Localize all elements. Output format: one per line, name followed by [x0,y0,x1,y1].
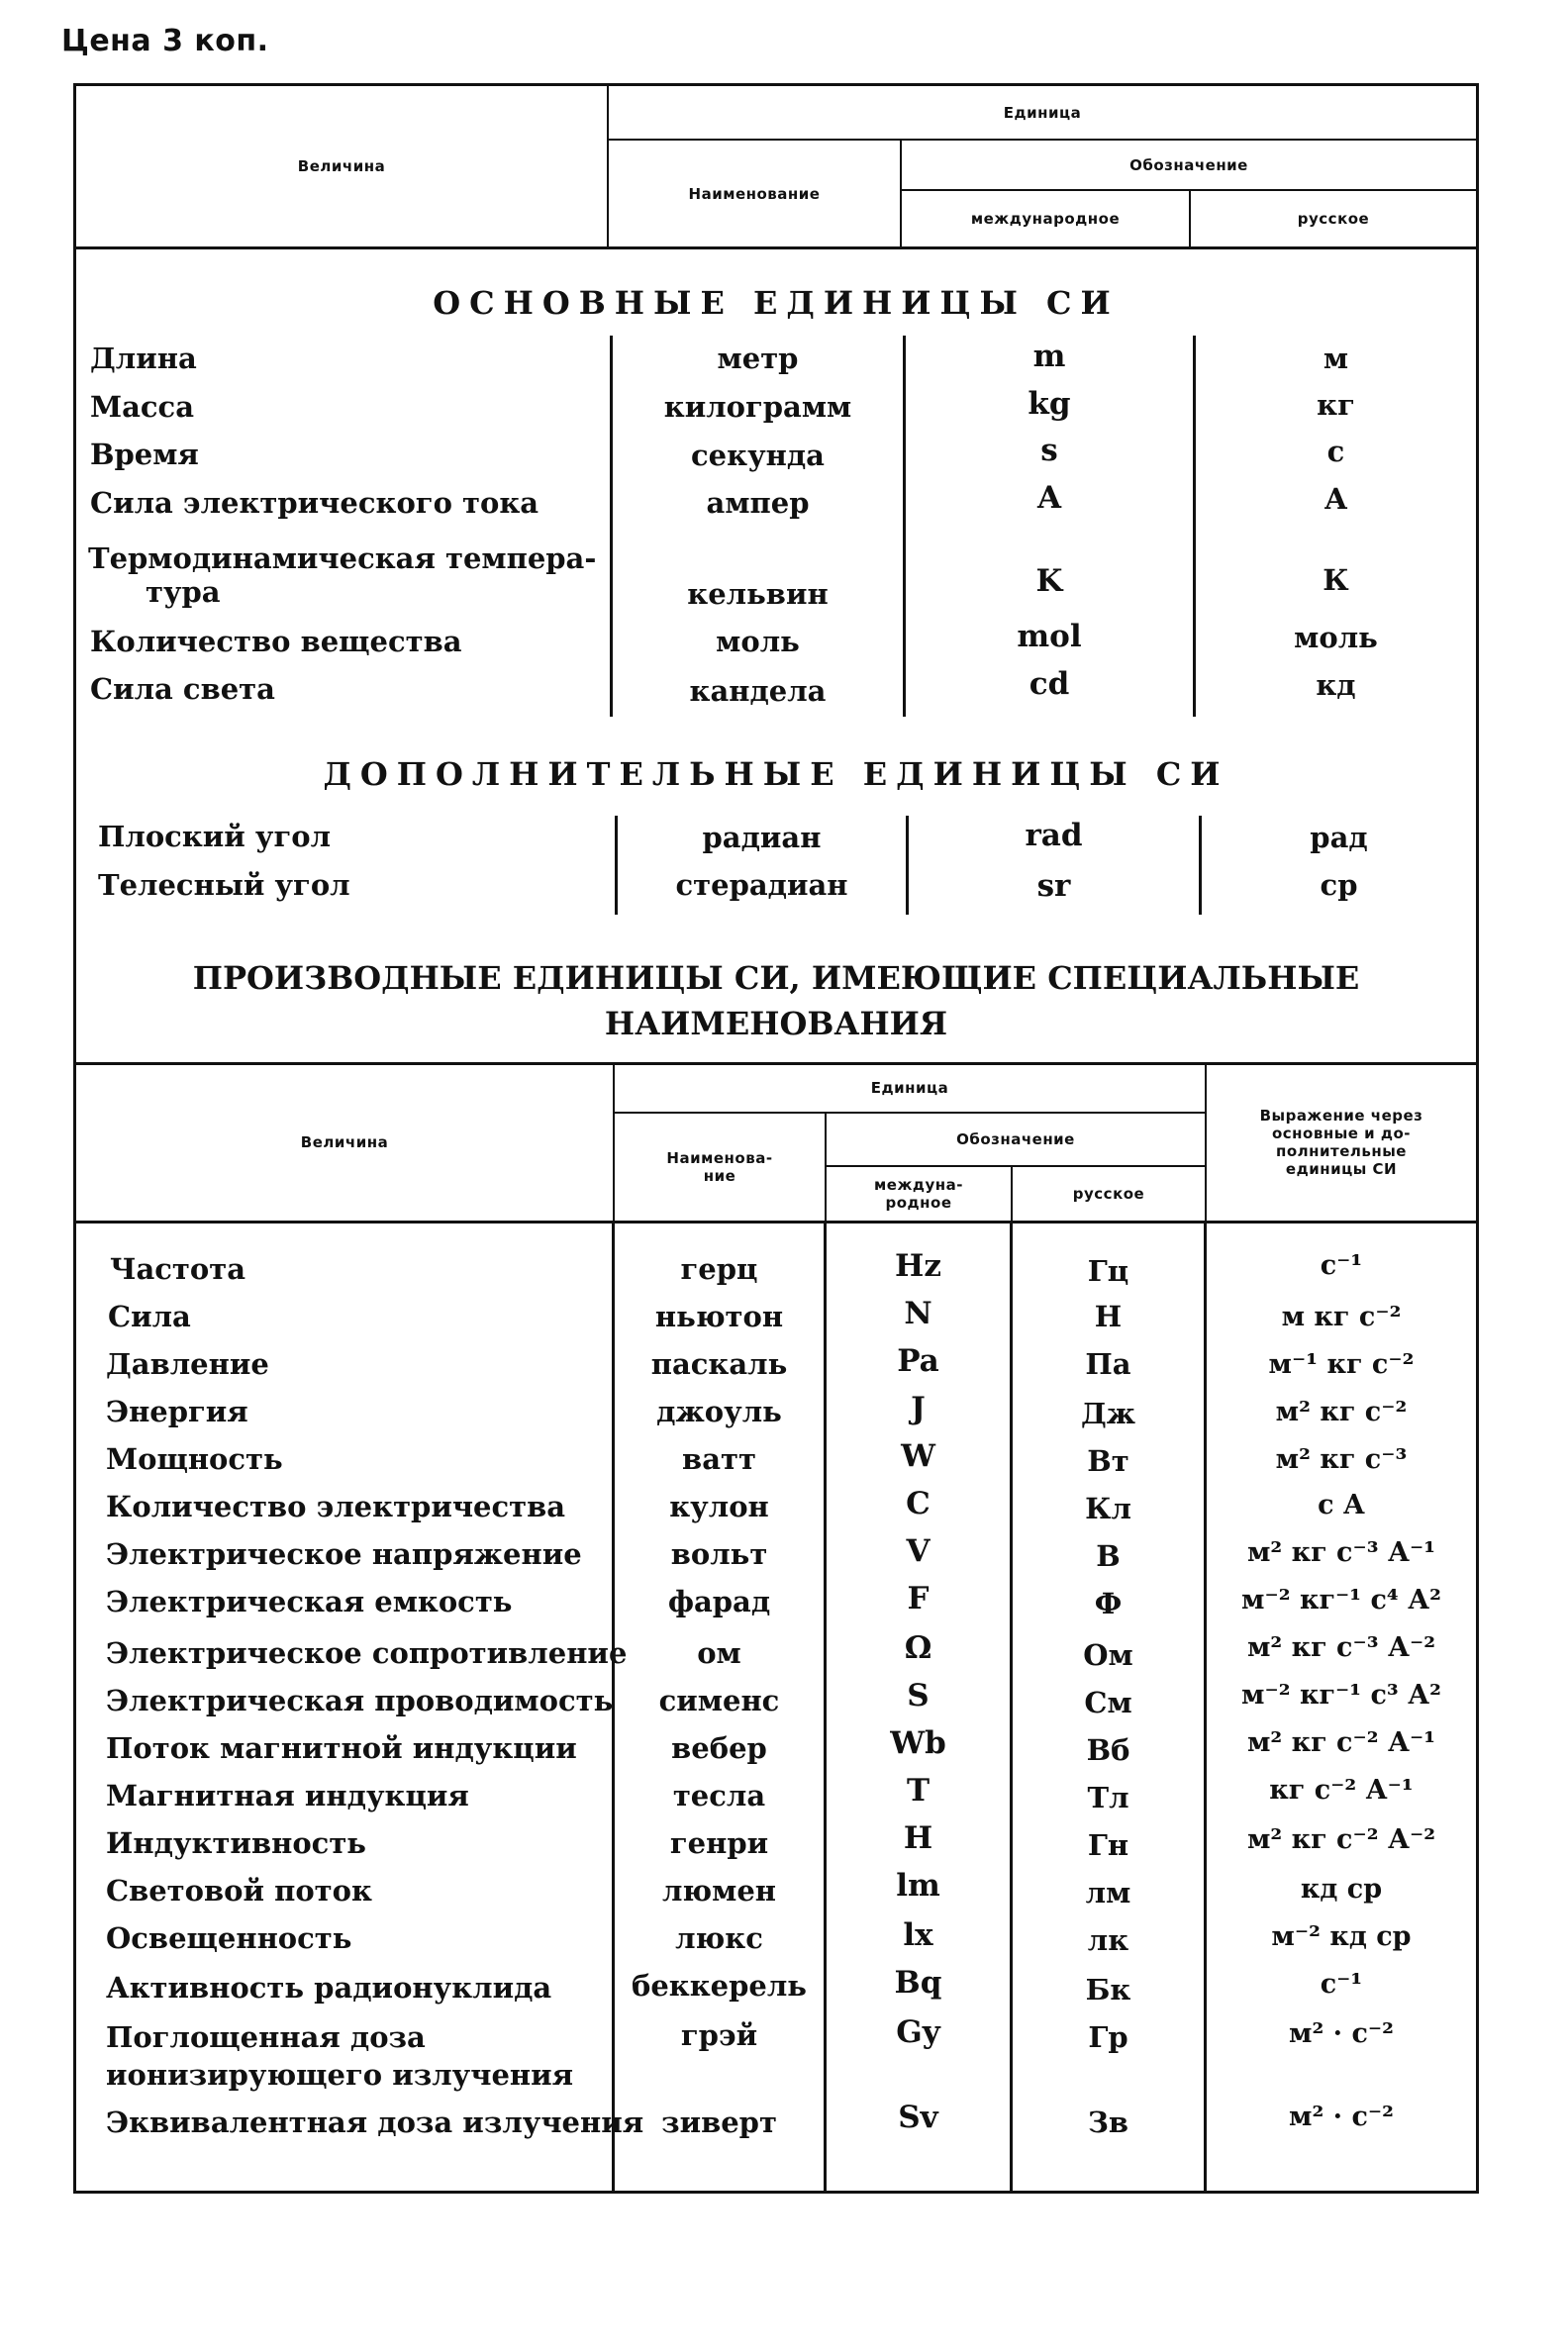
derived-quantity-illuminance: Освещенность [106,1921,352,1955]
derived-quantity-force: Сила [108,1300,191,1333]
derived-units-title-line2: НАИМЕНОВАНИЯ [604,1005,948,1042]
header1-bottom-rule [76,246,1476,249]
base-rus-current: А [1323,482,1348,516]
derived-intl-voltage: V [906,1533,931,1569]
base-name-length: метр [717,342,799,375]
header2-name-line2: ние [703,1167,736,1185]
derived-rus-activity: Бк [1085,1973,1131,2007]
derived-quantity-activity: Активность радионуклида [106,1971,552,2005]
supp-rus-solid-angle: ср [1320,868,1358,902]
base-quantity-luminous: Сила света [90,672,275,706]
derived-units-title-line1: ПРОИЗВОДНЫЕ ЕДИНИЦЫ СИ, ИМЕЮЩИЕ СПЕЦИАЛЬНЫЕ [192,959,1360,997]
derived-name-illuminance: люкс [675,1921,763,1955]
derived-intl-magnetic-induction: T [906,1773,931,1809]
derived-quantity-power: Мощность [106,1442,283,1476]
base-intl-temperature: K [1035,563,1063,599]
base-name-mass: килограмм [663,390,852,424]
derived-expr-illuminance: м⁻² кд ср [1271,1921,1412,1952]
derived-name-power: ватт [682,1442,756,1476]
base-rus-time: с [1326,435,1345,468]
derived-expr-magnetic-induction: кг с⁻² А⁻¹ [1269,1775,1414,1806]
derived-rus-capacitance: Ф [1094,1587,1123,1620]
header2-quantity: Величина [300,1133,389,1151]
derived-rus-resistance: Ом [1083,1638,1133,1672]
derived-quantity-equivalent-dose: Эквивалентная доза излучения [106,2105,644,2139]
supp-name-plane-angle: радиан [702,821,822,854]
header2-expr-line4: единицы СИ [1285,1160,1398,1178]
base-intl-current: A [1036,480,1062,516]
supp-quantity-solid-angle: Телесный угол [98,868,350,902]
header2-designation: Обозначение [956,1130,1075,1148]
header1-unit: Единица [1003,103,1082,122]
derived-name-capacitance: фарад [667,1585,771,1618]
derived-intl-illuminance: lx [903,1917,933,1953]
base-rus-luminous: кд [1316,668,1356,702]
derived-intl-energy: J [911,1391,926,1426]
header1-russian: русское [1297,210,1370,228]
derived-intl-pressure: Pa [897,1343,939,1379]
derived-rus-illuminance: лк [1087,1923,1129,1957]
derived-quantity-voltage: Электрическое напряжение [106,1537,582,1571]
header2-intl-line2: родное [885,1194,952,1212]
derived-name-magnetic-induction: тесла [672,1779,766,1812]
base-quantity-substance: Количество вещества [90,625,462,658]
derived-quantity-pressure: Давление [106,1347,269,1381]
base-rus-substance: моль [1294,621,1378,654]
derived-intl-capacitance: F [907,1581,930,1616]
derived-quantity-inductance: Индуктивность [106,1826,366,1860]
supp-quantity-plane-angle: Плоский угол [98,820,332,853]
derived-rus-force: Н [1094,1300,1123,1333]
base-rus-temperature: К [1323,563,1349,597]
base-intl-mass: kg [1028,386,1071,422]
derived-rus-charge: Кл [1085,1492,1131,1525]
derived-rus-luminous-flux: лм [1085,1876,1131,1909]
header2-international [827,1167,1011,1221]
header2-expr-line3: полнительные [1276,1142,1407,1160]
base-quantity-temperature: Термодинамическая темпера- [88,541,597,575]
derived-name-voltage: вольт [670,1537,768,1571]
derived-rus-energy: Дж [1080,1397,1136,1430]
header2-name [615,1114,825,1221]
derived-expr-frequency: с⁻¹ [1320,1250,1363,1281]
derived-quantity-resistance: Электрическое сопротивление [106,1636,628,1670]
base-intl-length: m [1032,339,1066,374]
derived-expr-pressure: м⁻¹ кг с⁻² [1268,1349,1415,1380]
derived-intl-equivalent-dose: Sv [898,2100,938,2135]
derived-rus-equivalent-dose: Зв [1087,2105,1129,2139]
derived-name-energy: джоуль [656,1395,782,1428]
base-quantity-mass: Масса [90,390,194,424]
derived-name-frequency: герц [680,1252,758,1286]
derived-quantity-absorbed-dose-line2: ионизирующего излучения [106,2058,574,2092]
derived-quantity-capacitance: Электрическая емкость [106,1585,513,1618]
supp-intl-solid-angle: sr [1036,868,1071,904]
derived-name-equivalent-dose: зиверт [661,2105,777,2139]
supp-intl-plane-angle: rad [1025,818,1083,853]
derived-quantity-magnetic-induction: Магнитная индукция [106,1779,469,1812]
derived-intl-power: W [901,1438,935,1474]
base-name-luminous: кандела [689,674,827,708]
derived-rus-frequency: Гц [1087,1254,1129,1288]
derived-rus-pressure: Па [1085,1347,1131,1381]
derived-expr-activity: с⁻¹ [1320,1969,1363,2000]
base-rus-length: м [1323,342,1349,375]
derived-expr-equivalent-dose: м² · с⁻² [1289,2102,1394,2132]
derived-expr-energy: м² кг с⁻² [1275,1397,1408,1427]
derived-expr-voltage: м² кг с⁻³ А⁻¹ [1246,1537,1436,1568]
derived-name-luminous-flux: люмен [661,1874,777,1908]
derived-quantity-charge: Количество электричества [106,1490,566,1523]
derived-name-activity: беккерель [632,1969,807,2003]
derived-intl-force: N [904,1296,932,1331]
derived-expr-force: м кг с⁻² [1281,1302,1402,1332]
supp-name-solid-angle: стерадиан [675,868,848,902]
header1-designation: Обозначение [1129,155,1248,174]
derived-expr-magnetic-flux: м² кг с⁻² А⁻¹ [1246,1727,1436,1758]
derived-intl-absorbed-dose: Gy [896,2014,940,2050]
base-quantity-time: Время [90,438,199,471]
derived-rus-magnetic-flux: Вб [1086,1733,1130,1767]
derived-name-conductance: сименс [658,1684,780,1717]
base-name-time: секунда [691,439,825,472]
derived-expr-capacitance: м⁻² кг⁻¹ с⁴ А² [1241,1585,1441,1616]
derived-expr-inductance: м² кг с⁻² А⁻² [1246,1824,1436,1855]
header1-name: Наименование [688,184,821,203]
si-units-table [73,83,1479,2194]
derived-intl-inductance: H [903,1820,933,1856]
derived-intl-conductance: S [907,1678,930,1714]
derived-quantity-conductance: Электрическая проводимость [106,1684,614,1717]
derived-name-resistance: ом [697,1636,741,1670]
base-units-title: ОСНОВНЫЕ ЕДИНИЦЫ СИ [433,284,1120,322]
derived-expr-conductance: м⁻² кг⁻¹ с³ А² [1241,1680,1441,1711]
derived-name-magnetic-flux: вебер [671,1731,767,1765]
supp-units-title: ДОПОЛНИТЕЛЬНЫЕ ЕДИНИЦЫ СИ [323,755,1229,793]
derived-intl-charge: C [906,1486,931,1521]
derived-quantity-energy: Энергия [106,1395,248,1428]
price-label: Цена 3 коп. [61,24,269,58]
derived-quantity-magnetic-flux: Поток магнитной индукции [106,1731,577,1765]
derived-intl-luminous-flux: lm [896,1868,940,1904]
base-quantity-current: Сила электрического тока [90,486,539,520]
derived-expr-resistance: м² кг с⁻³ А⁻² [1246,1632,1436,1663]
derived-rus-magnetic-induction: Тл [1087,1781,1129,1814]
derived-rus-absorbed-dose: Гр [1088,2020,1128,2054]
supp-rus-plane-angle: рад [1310,821,1368,854]
derived-rus-voltage: В [1096,1539,1121,1573]
derived-expr-power: м² кг с⁻³ [1275,1444,1408,1475]
derived-rus-conductance: См [1084,1686,1132,1719]
derived-name-force: ньютон [654,1300,784,1333]
base-rus-mass: кг [1317,388,1355,422]
base-intl-substance: mol [1017,619,1082,654]
base-quantity-temperature-line2: тура [146,575,221,609]
header1-international: международное [970,210,1121,228]
header2-expression [1207,1064,1476,1221]
base-intl-luminous: cd [1029,666,1070,702]
derived-rus-inductance: Гн [1087,1828,1129,1862]
base-intl-time: s [1040,433,1058,468]
derived-name-pressure: паскаль [650,1347,788,1381]
header2-bottom-rule [76,1221,1476,1224]
derived-intl-activity: Bq [894,1965,942,2001]
derived-intl-magnetic-flux: Wb [890,1725,946,1761]
header2-expr-line2: основные и до- [1271,1125,1412,1142]
derived-expr-luminous-flux: кд ср [1300,1874,1383,1905]
derived-name-inductance: генри [669,1826,769,1860]
derived-intl-frequency: Hz [895,1248,941,1284]
header2-name-line1: Наименова- [666,1149,773,1167]
header2-russian: русское [1072,1185,1145,1203]
derived-quantity-frequency: Частота [110,1252,245,1286]
header2-expr-line1: Выражение через [1259,1107,1423,1125]
header2-intl-line1: междуна- [874,1176,963,1194]
derived-intl-resistance: Ω [904,1630,932,1666]
derived-quantity-luminous-flux: Световой поток [106,1874,372,1908]
derived-quantity-absorbed-dose: Поглощенная доза [106,2020,426,2054]
derived-name-charge: кулон [669,1490,769,1523]
base-name-substance: моль [716,625,800,658]
derived-name-absorbed-dose: грэй [680,2018,758,2052]
header2-unit: Единица [870,1079,949,1097]
header1-quantity: Величина [297,157,386,175]
base-name-current: ампер [706,486,810,520]
derived-expr-absorbed-dose: м² · с⁻² [1289,2018,1394,2049]
derived-rus-power: Вт [1087,1444,1129,1478]
base-name-temperature: кельвин [687,577,829,611]
derived-expr-charge: с А [1318,1490,1365,1520]
base-quantity-length: Длина [90,342,197,375]
